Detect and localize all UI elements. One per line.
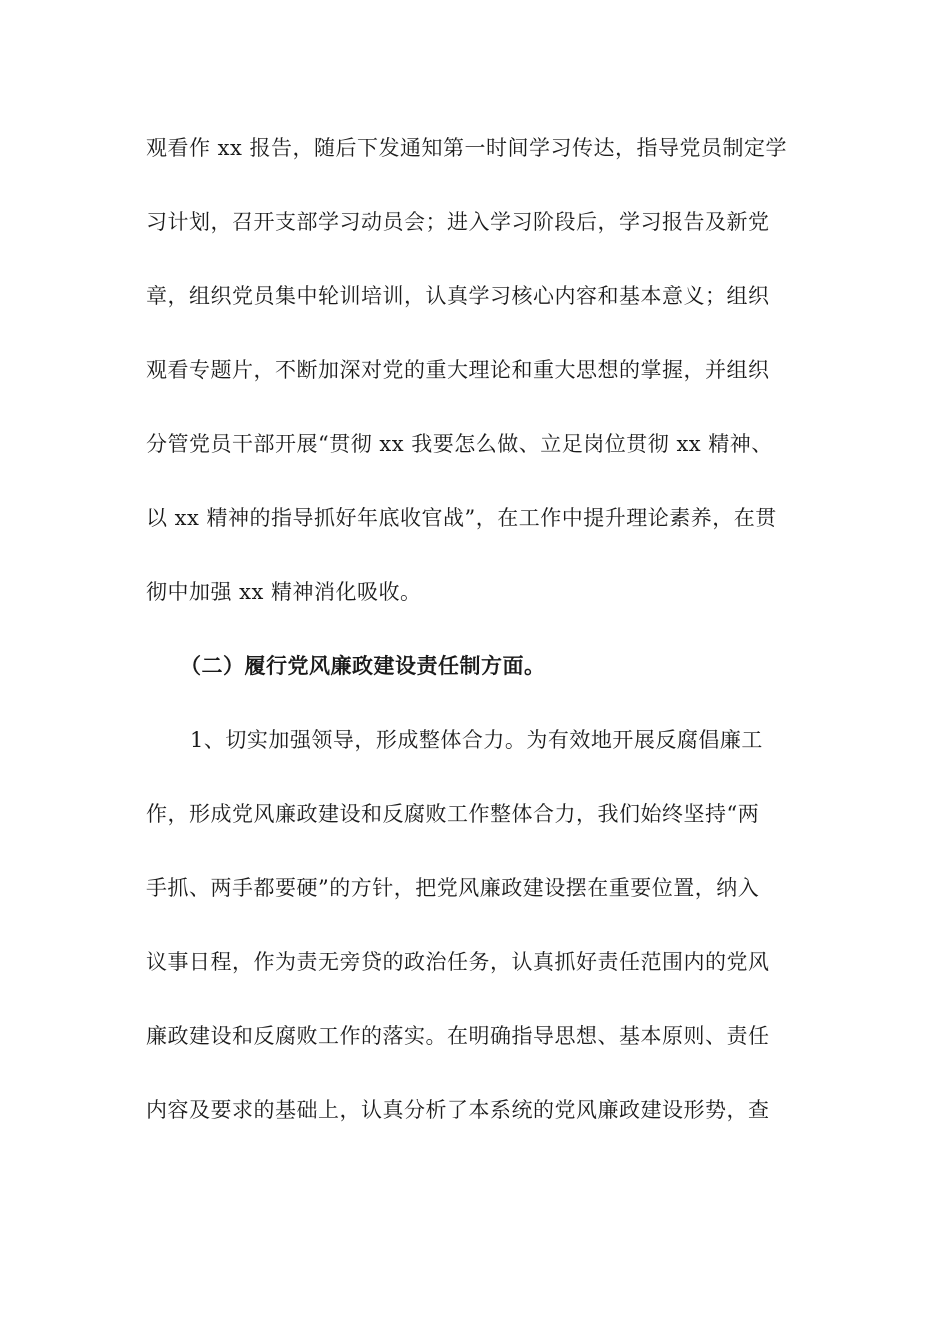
section-heading: （二）履行党风廉政建设责任制方面。 xyxy=(180,654,546,678)
paragraph-line: 议事日程，作为责无旁贷的政治任务，认真抓好责任范围内的党风 xyxy=(146,950,770,974)
paragraph-line: 观看作 xx 报告，随后下发通知第一时间学习传达，指导党员制定学 xyxy=(146,136,788,160)
paragraph-line: 习计划，召开支部学习动员会；进入学习阶段后，学习报告及新党 xyxy=(146,210,770,234)
paragraph-line: 分管党员干部开展“贯彻 xx 我要怎么做、立足岗位贯彻 xx 精神、 xyxy=(146,432,773,456)
paragraph-line: 观看专题片，不断加深对党的重大理论和重大思想的掌握，并组织 xyxy=(146,358,770,382)
paragraph-line: 1、切实加强领导，形成整体合力。为有效地开展反腐倡廉工 xyxy=(190,728,763,752)
paragraph-line: 彻中加强 xx 精神消化吸收。 xyxy=(146,580,422,604)
paragraph-line: 以 xx 精神的指导抓好年底收官战”，在工作中提升理论素养，在贯 xyxy=(146,506,777,530)
paragraph-line: 手抓、两手都要硬”的方针，把党风廉政建设摆在重要位置，纳入 xyxy=(146,876,760,900)
paragraph-line: 作，形成党风廉政建设和反腐败工作整体合力，我们始终坚持“两 xyxy=(146,802,760,826)
paragraph-line: 章，组织党员集中轮训培训，认真学习核心内容和基本意义；组织 xyxy=(146,284,770,308)
paragraph-line: 廉政建设和反腐败工作的落实。在明确指导思想、基本原则、责任 xyxy=(146,1024,770,1048)
paragraph-line: 内容及要求的基础上，认真分析了本系统的党风廉政建设形势，查 xyxy=(146,1098,770,1122)
